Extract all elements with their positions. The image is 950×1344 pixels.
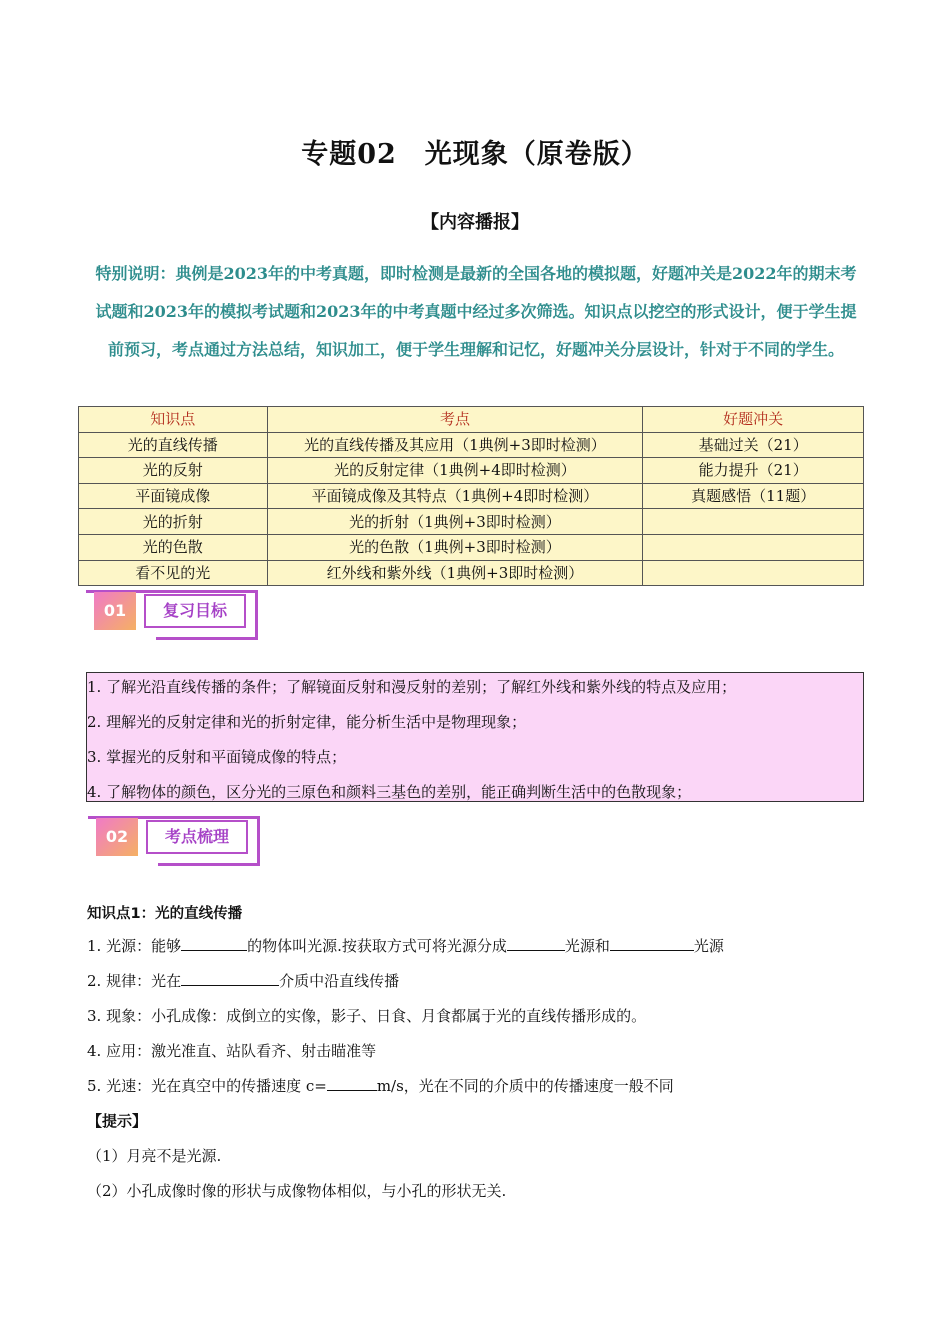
section-banner-review-goals [86, 590, 266, 634]
table-header: 知识点 [79, 407, 268, 433]
table-row [79, 560, 864, 586]
section-banner-key-points [88, 816, 268, 860]
kp-line-4: 4. 应用：激光准直、站队看齐、射击瞄准等 [87, 1042, 377, 1060]
table-cell: 光的直线传播及其应用（1典例+3即时检测） [267, 432, 643, 458]
table-row [79, 458, 864, 484]
fill-blank [181, 936, 247, 951]
kp-line-3: 3. 现象：小孔成像：成倒立的实像，影子、日食、月食都属于光的直线传播形成的。 [87, 1007, 647, 1025]
table-cell: 真题感悟（11题） [643, 483, 864, 509]
text-segment: 介质中沿直线传播 [279, 972, 400, 990]
table-cell: 光的反射定律（1典例+4即时检测） [267, 458, 643, 484]
fill-blank [327, 1076, 377, 1091]
table-cell: 光的色散 [79, 534, 268, 560]
goal-item: 4. 了解物体的颜色，区分光的三原色和颜料三基色的差别，能正确判断生活中的色散现象； [87, 783, 692, 801]
fill-blank [181, 971, 279, 986]
text-segment: 2. 规律：光在 [87, 972, 182, 990]
goal-item: 1. 了解光沿直线传播的条件；了解镜面反射和漫反射的差别；了解红外线和紫外线的特点及应用； [87, 678, 737, 696]
text-segment: 的物体叫光源.按获取方式可将光源分成 [247, 937, 507, 955]
table-cell [643, 560, 864, 586]
table-cell: 光的折射 [79, 509, 268, 535]
tip-item: （1）月亮不是光源. [87, 1147, 222, 1165]
table-cell: 光的反射 [79, 458, 268, 484]
kp-line-1 [87, 935, 724, 956]
fill-blank [610, 936, 694, 951]
text-segment: 1. 光源：能够 [87, 937, 182, 955]
tip-heading: 【提示】 [87, 1112, 148, 1130]
text-segment: 光源 [693, 937, 724, 955]
page-title: 专题02 光现象（原卷版） [301, 139, 649, 170]
section-number: 01 [94, 592, 136, 630]
goal-item: 2. 理解光的反射定律和光的折射定律，能分析生活中是物理现象； [87, 713, 527, 731]
table-header: 好题冲关 [643, 407, 864, 433]
tip-item: （2）小孔成像时像的形状与成像物体相似，与小孔的形状无关. [87, 1182, 507, 1200]
section-label: 复习目标 [144, 594, 246, 628]
section-number: 02 [96, 818, 138, 856]
table-cell: 平面镜成像及其特点（1典例+4即时检测） [267, 483, 643, 509]
table-header: 考点 [267, 407, 643, 433]
table-cell: 光的直线传播 [79, 432, 268, 458]
table-cell: 基础过关（21） [643, 432, 864, 458]
table-row [79, 432, 864, 458]
special-note: 特别说明：典例是2023年的中考真题，即时检测是最新的全国各地的模拟题，好题冲关是2022年的期末考试题和2023年的模拟考试题和2023年的中考真题中经过多次筛选。知识点以挖空的形式设计，便于学生提前预习，考点通过方法总结，知识加工，便于学生理解和记忆，好题冲关分层设计，针对于不同的学生。 [95, 264, 857, 359]
text-segment: 5. 光速：光在真空中的传播速度 c= [87, 1077, 327, 1095]
text-segment: m/s，光在不同的介质中的传播速度一般不同 [376, 1077, 674, 1095]
table-row [79, 534, 864, 560]
table-cell: 光的色散（1典例+3即时检测） [267, 534, 643, 560]
table-cell [643, 509, 864, 535]
table-cell [643, 534, 864, 560]
section-label: 考点梳理 [146, 820, 248, 854]
knowledge-point-title: 知识点1：光的直线传播 [87, 906, 243, 922]
overview-table [78, 406, 864, 586]
content-heading: 【内容播报】 [421, 212, 529, 233]
kp-line-2 [87, 970, 399, 991]
table-header-row [79, 407, 864, 433]
goal-item: 3. 掌握光的反射和平面镜成像的特点； [87, 748, 347, 766]
table-cell: 平面镜成像 [79, 483, 268, 509]
review-goals-box [86, 672, 864, 802]
kp-line-5 [87, 1075, 674, 1096]
table-cell: 光的折射（1典例+3即时检测） [267, 509, 643, 535]
table-cell: 能力提升（21） [643, 458, 864, 484]
table-cell: 红外线和紫外线（1典例+3即时检测） [267, 560, 643, 586]
table-row [79, 509, 864, 535]
fill-blank [507, 936, 565, 951]
table-cell: 看不见的光 [79, 560, 268, 586]
table-row [79, 483, 864, 509]
text-segment: 光源和 [564, 937, 610, 955]
